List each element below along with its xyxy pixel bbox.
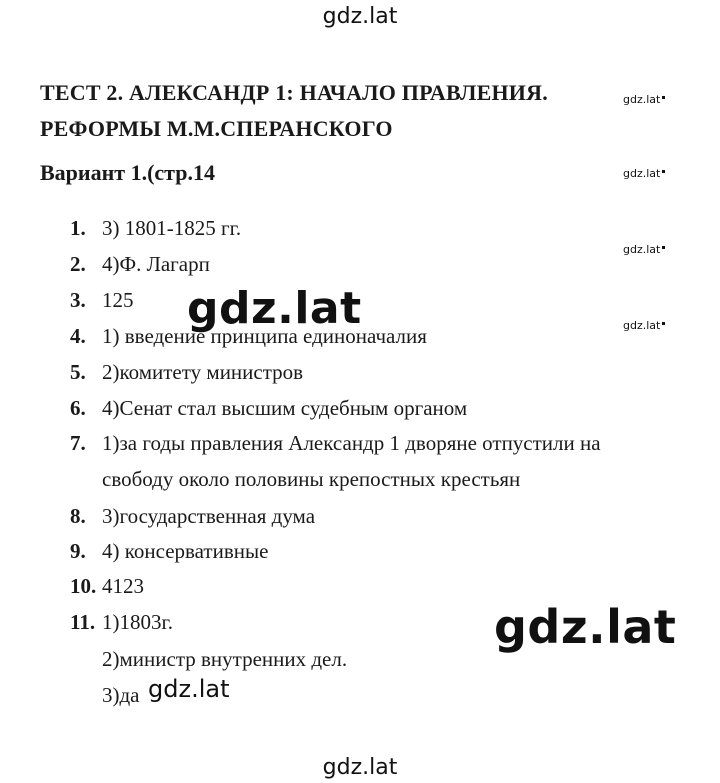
answer-item: [70, 574, 144, 599]
answer-item: [70, 360, 303, 385]
answer-continuation: 3)да: [102, 683, 140, 707]
answer-item: [70, 610, 173, 635]
answer-number: 8.: [70, 504, 86, 528]
answer-text: 3)государственная дума: [102, 504, 316, 528]
answer-text: 2)комитету министров: [102, 360, 304, 384]
variant-heading: Вариант 1.(стр.14: [40, 160, 215, 185]
answer-number: 3.: [70, 288, 86, 312]
answer-item: [70, 288, 134, 313]
watermark-small-3: gdz.lat: [623, 243, 665, 256]
answer-item: [70, 504, 315, 529]
watermark-right: gdz.lat: [494, 600, 677, 654]
answer-number: 4.: [70, 324, 86, 348]
watermark-center: gdz.lat: [187, 283, 362, 334]
answer-number: 9.: [70, 539, 86, 563]
answer-text: 4)Сенат стал высшим судебным органом: [102, 396, 468, 420]
answer-continuation: свободу около половины крепостных крестьян: [102, 467, 521, 491]
answer-number: 7.: [70, 431, 86, 455]
title-line-1: ТЕСТ 2. АЛЕКСАНДР 1: НАЧАЛО ПРАВЛЕНИЯ.: [40, 80, 548, 105]
watermark-small-4: gdz.lat: [623, 319, 665, 332]
watermark-inline: gdz.lat: [148, 675, 230, 703]
answer-text: 4)Ф. Лагарп: [102, 252, 210, 276]
answer-text: 3) 1801-1825 гг.: [102, 216, 242, 240]
title-line-2: РЕФОРМЫ М.М.СПЕРАНСКОГО: [40, 116, 393, 141]
page-title: [40, 75, 548, 147]
watermark-top: gdz.lat: [322, 4, 398, 29]
answer-number: 1.: [70, 216, 86, 240]
answer-item: [70, 539, 268, 564]
watermark-small-1: gdz.lat: [623, 93, 665, 106]
answer-text: 1)за годы правления Александр 1 дворяне отпустили на: [102, 431, 601, 455]
answer-text: 1) введение принципа единоначалия: [102, 324, 427, 348]
answer-text: 125: [102, 288, 134, 312]
answer-item: [70, 396, 467, 421]
answer-item: [70, 431, 601, 456]
watermark-bottom: gdz.lat: [322, 755, 398, 780]
answer-text: 1)1803г.: [102, 610, 173, 634]
answer-number: 2.: [70, 252, 86, 276]
answer-text: 4) консервативные: [102, 539, 269, 563]
answer-number: 10.: [70, 574, 97, 598]
answer-item: [70, 252, 210, 277]
watermark-small-2: gdz.lat: [623, 167, 665, 180]
answer-number: 11.: [70, 610, 96, 634]
answer-continuation: 2)министр внутренних дел.: [102, 647, 348, 671]
answer-text: 4123: [102, 574, 144, 598]
answer-item: [70, 216, 241, 241]
answer-number: 6.: [70, 396, 86, 420]
answer-number: 5.: [70, 360, 86, 384]
